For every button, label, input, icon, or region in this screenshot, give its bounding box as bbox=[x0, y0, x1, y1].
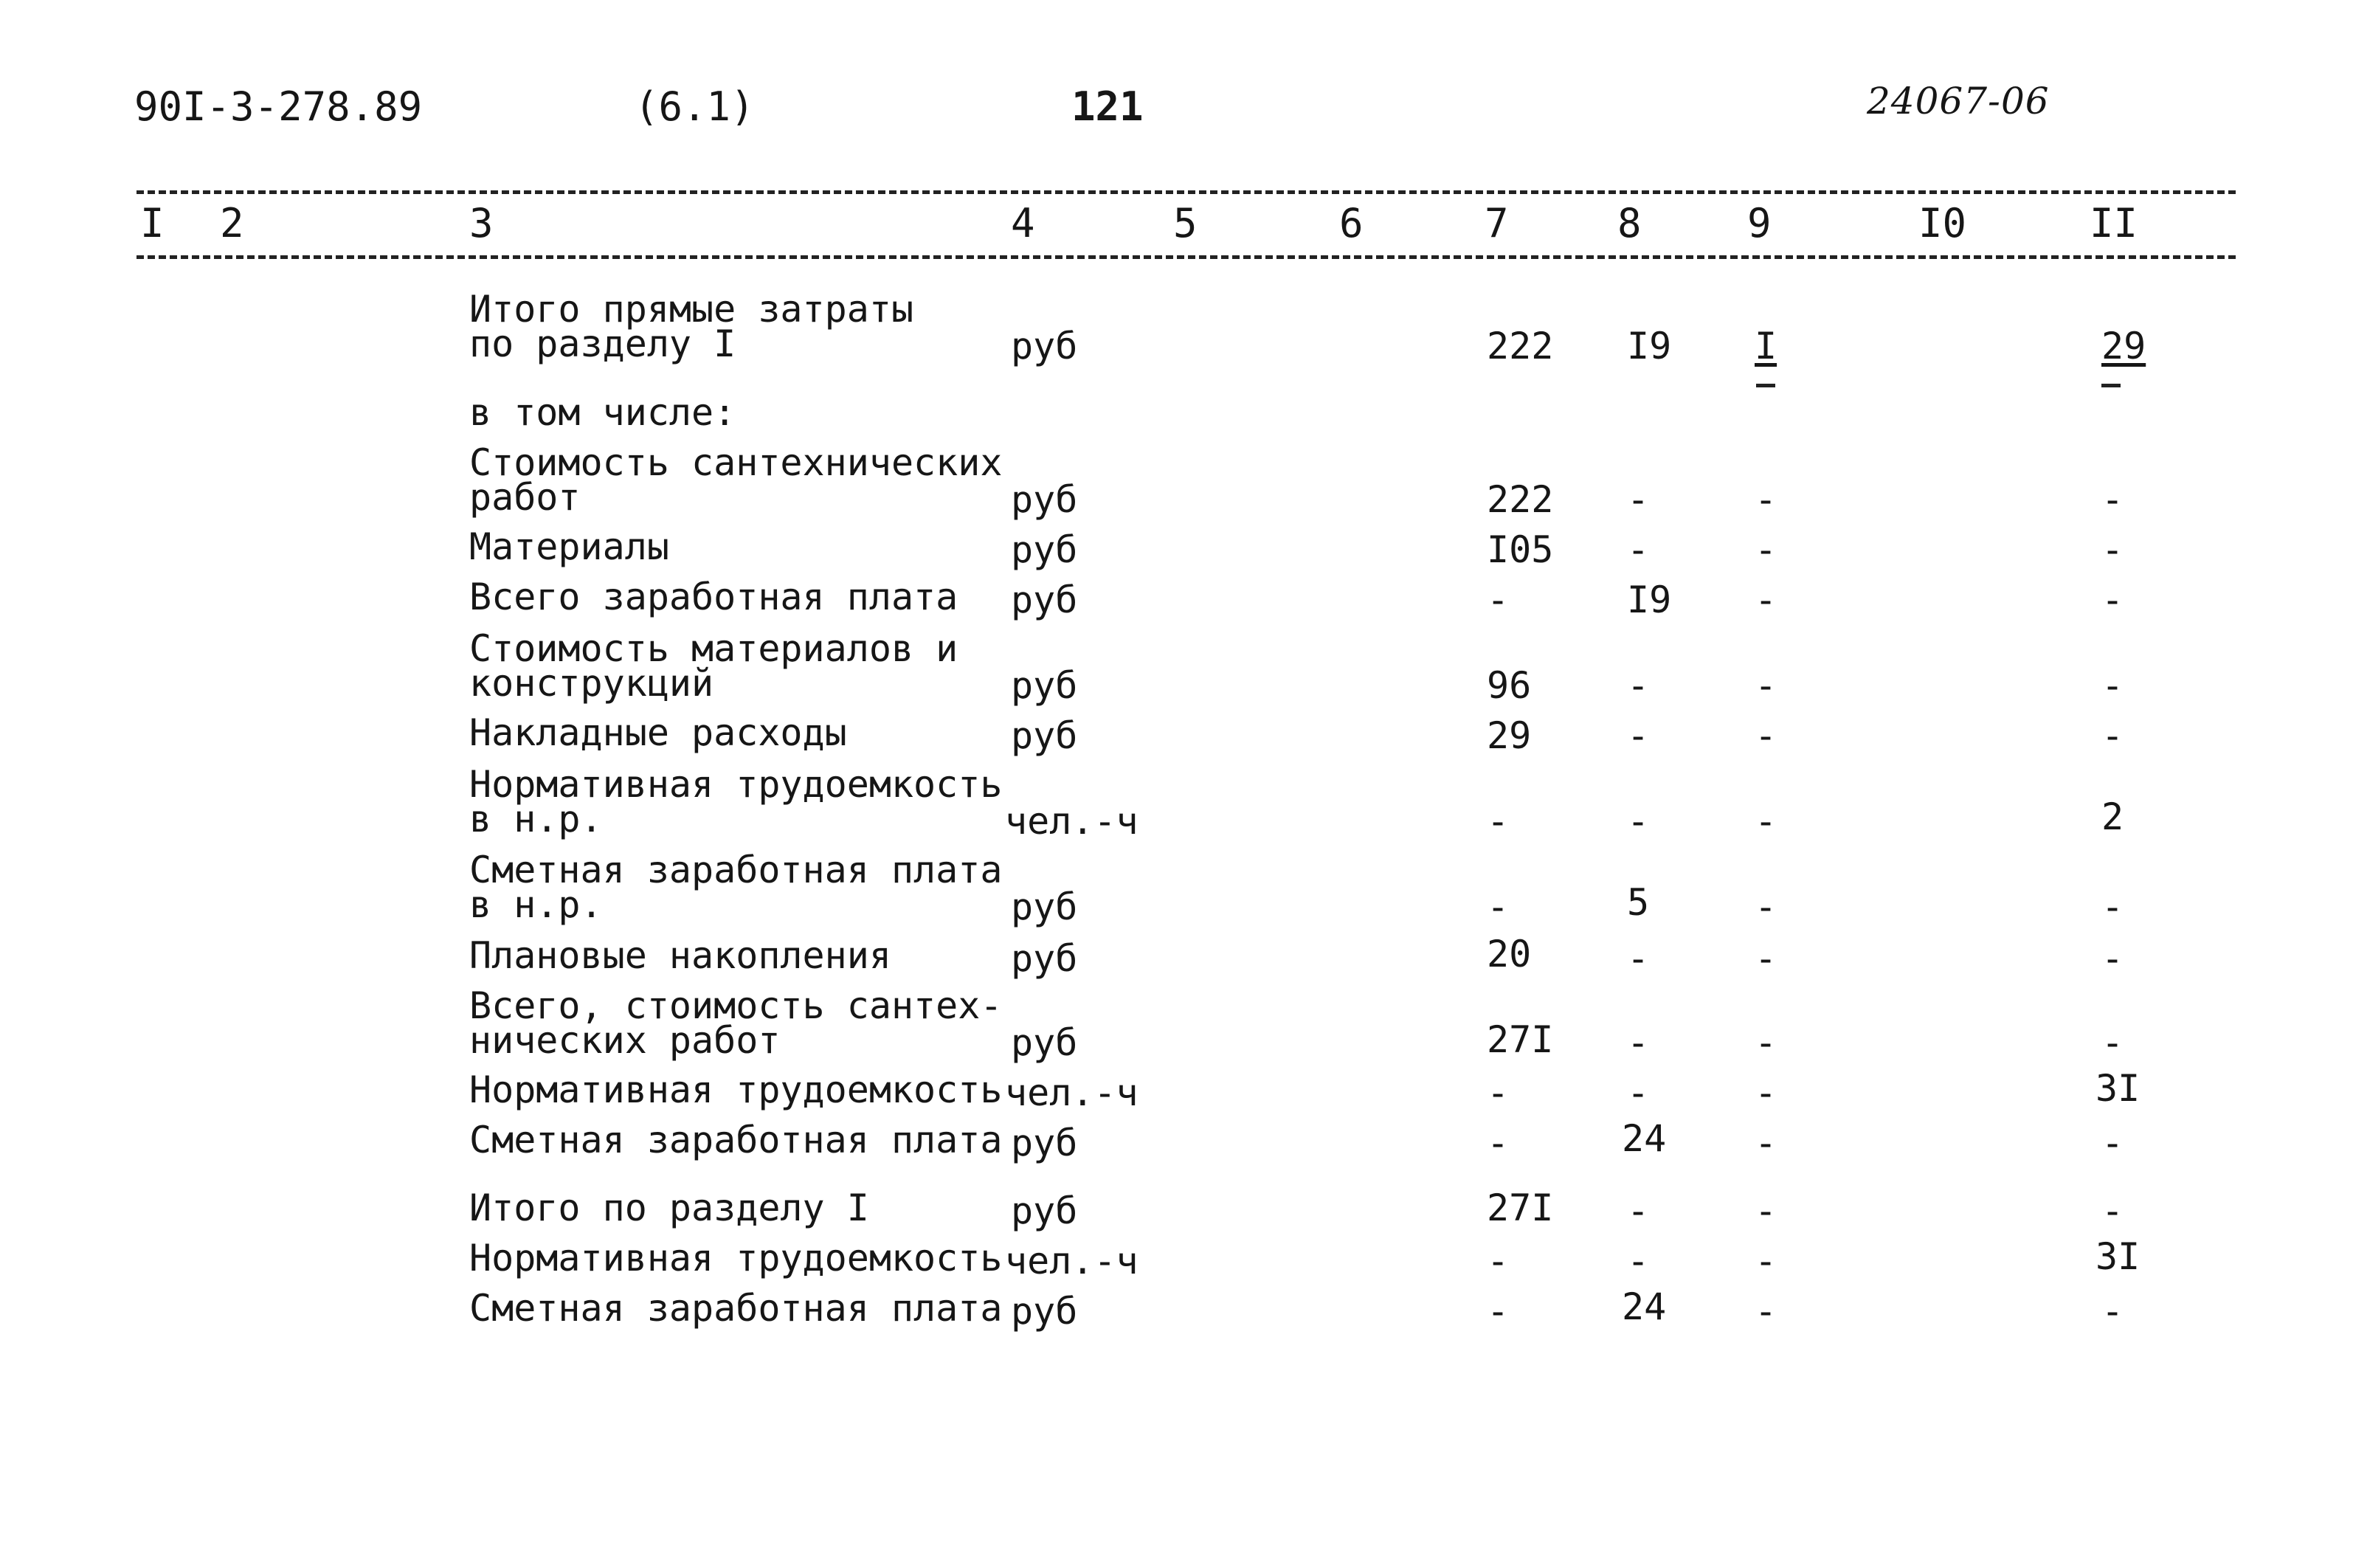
row-label: Сметная заработная плата bbox=[469, 1119, 1003, 1161]
row-col9-value: - bbox=[1755, 1189, 1777, 1232]
row-unit: руб bbox=[1011, 1189, 1078, 1232]
row-col9-value: - bbox=[1755, 1122, 1777, 1164]
row-col8-value: 24 bbox=[1622, 1117, 1667, 1160]
row-col11-value: - bbox=[2101, 478, 2124, 521]
row-col9-value: - bbox=[1755, 578, 1777, 621]
row-col11-value: - bbox=[2101, 1189, 2124, 1232]
column-number-9: 9 bbox=[1747, 200, 1772, 246]
row-col7-value: - bbox=[1487, 885, 1510, 928]
row-label: Стоимость сантехнических работ bbox=[469, 441, 1003, 519]
row-col7-value: - bbox=[1487, 800, 1510, 843]
row-col8-value: - bbox=[1627, 478, 1650, 521]
row-unit: руб bbox=[1011, 1021, 1078, 1064]
header-divider bbox=[137, 255, 2236, 259]
row-col7-value: - bbox=[1487, 1122, 1510, 1164]
row-col7-value: 27I bbox=[1487, 1187, 1554, 1229]
row-col7-value: - bbox=[1487, 578, 1510, 621]
column-number-1: I bbox=[140, 200, 165, 246]
column-number-5: 5 bbox=[1173, 200, 1198, 246]
row-unit: руб bbox=[1011, 325, 1078, 367]
row-label: Сметная заработная плата в н.р. bbox=[469, 849, 1003, 926]
row-col8-value: - bbox=[1627, 664, 1650, 707]
row-col9-value: - bbox=[1755, 1290, 1777, 1333]
row-label: Плановые накопления bbox=[469, 934, 891, 977]
row-col11-value: - bbox=[2101, 578, 2124, 621]
row-col9-value: I bbox=[1755, 325, 1777, 367]
row-col11-value: - bbox=[2101, 885, 2124, 928]
row-col8-value: 5 bbox=[1627, 881, 1650, 924]
row-col9-value: - bbox=[1755, 1071, 1777, 1114]
row-col8-value: - bbox=[1627, 1071, 1650, 1114]
row-col8-value: - bbox=[1627, 800, 1650, 843]
row-label: Всего заработная плата bbox=[469, 576, 958, 618]
row-col7-value: - bbox=[1487, 1071, 1510, 1114]
row-unit: руб bbox=[1011, 578, 1078, 621]
row-col11-value: - bbox=[2101, 1021, 2124, 1064]
row-label: Накладные расходы bbox=[469, 711, 847, 754]
row-label: Итого по разделу I bbox=[469, 1187, 869, 1229]
row-col7-value: - bbox=[1487, 1290, 1510, 1333]
row-col9-value: - bbox=[1755, 937, 1777, 980]
top-divider bbox=[137, 190, 2236, 194]
column-number-6: 6 bbox=[1339, 200, 1364, 246]
row-col8-value: - bbox=[1627, 528, 1650, 571]
row-col7-value: I05 bbox=[1487, 528, 1554, 571]
document-code: 90I-3-278.89 bbox=[134, 83, 423, 130]
underline-mark bbox=[1756, 384, 1775, 387]
row-unit: руб bbox=[1011, 885, 1078, 928]
row-col7-value: 96 bbox=[1487, 664, 1532, 707]
row-label: в том числе: bbox=[469, 391, 736, 434]
row-col9-value: - bbox=[1755, 800, 1777, 843]
row-col9-value: - bbox=[1755, 1021, 1777, 1064]
row-col9-value: - bbox=[1755, 885, 1777, 928]
row-col7-value: 20 bbox=[1487, 933, 1532, 975]
row-col9-value: - bbox=[1755, 528, 1777, 571]
row-label: Сметная заработная плата bbox=[469, 1287, 1003, 1330]
row-col8-value: I9 bbox=[1627, 325, 1672, 367]
row-label: Материалы bbox=[469, 525, 669, 568]
row-col7-value: 222 bbox=[1487, 478, 1554, 521]
section-number: (6.1) bbox=[635, 83, 755, 130]
row-col8-value: I9 bbox=[1627, 578, 1672, 621]
row-col7-value: 222 bbox=[1487, 325, 1554, 367]
page-number: 121 bbox=[1071, 83, 1144, 130]
row-col11-value: - bbox=[2101, 1122, 2124, 1164]
row-col11-value: 2 bbox=[2101, 795, 2124, 838]
row-unit: руб bbox=[1011, 478, 1078, 521]
row-col7-value: 27I bbox=[1487, 1018, 1554, 1061]
row-col8-value: - bbox=[1627, 937, 1650, 980]
column-number-7: 7 bbox=[1485, 200, 1509, 246]
row-unit: руб bbox=[1011, 937, 1078, 980]
row-unit: руб bbox=[1011, 1122, 1078, 1164]
inventory-number: 24067-06 bbox=[1867, 80, 2050, 122]
column-number-10: I0 bbox=[1918, 200, 1967, 246]
row-label: Всего, стоимость сантех- нических работ bbox=[469, 984, 1003, 1062]
row-label: Стоимость материалов и конструкций bbox=[469, 627, 958, 705]
row-unit: чел.-ч bbox=[1005, 1071, 1139, 1114]
row-label: Нормативная трудоемкость bbox=[469, 1068, 1003, 1111]
row-col7-value: 29 bbox=[1487, 714, 1532, 757]
row-col9-value: - bbox=[1755, 478, 1777, 521]
row-col9-value: - bbox=[1755, 1240, 1777, 1282]
column-number-2: 2 bbox=[220, 200, 244, 246]
row-label: Нормативная трудоемкость в н.р. bbox=[469, 763, 1003, 840]
row-col11-value: - bbox=[2101, 1290, 2124, 1333]
row-col8-value: - bbox=[1627, 1021, 1650, 1064]
row-col9-value: - bbox=[1755, 664, 1777, 707]
row-col8-value: - bbox=[1627, 1240, 1650, 1282]
column-number-8: 8 bbox=[1617, 200, 1642, 246]
row-unit: руб bbox=[1011, 528, 1078, 571]
row-col7-value: - bbox=[1487, 1240, 1510, 1282]
row-label: Итого прямые затраты по разделу I bbox=[469, 288, 914, 365]
row-unit: руб bbox=[1011, 664, 1078, 707]
row-unit: чел.-ч bbox=[1005, 1240, 1139, 1282]
row-col8-value: - bbox=[1627, 714, 1650, 757]
row-col11-value: 29 bbox=[2101, 325, 2146, 367]
column-number-3: 3 bbox=[469, 200, 494, 246]
row-unit: чел.-ч bbox=[1005, 800, 1139, 843]
row-unit: руб bbox=[1011, 714, 1078, 757]
column-number-11: II bbox=[2090, 200, 2138, 246]
row-col11-value: 3I bbox=[2095, 1067, 2140, 1110]
row-col8-value: 24 bbox=[1622, 1285, 1667, 1328]
row-col11-value: - bbox=[2101, 937, 2124, 980]
row-unit: руб bbox=[1011, 1290, 1078, 1333]
row-col9-value: - bbox=[1755, 714, 1777, 757]
row-col11-value: - bbox=[2101, 528, 2124, 571]
row-col11-value: 3I bbox=[2095, 1235, 2140, 1278]
row-col11-value: - bbox=[2101, 714, 2124, 757]
row-label: Нормативная трудоемкость bbox=[469, 1237, 1003, 1279]
underline-mark bbox=[2101, 384, 2121, 387]
row-col8-value: - bbox=[1627, 1189, 1650, 1232]
column-number-4: 4 bbox=[1011, 200, 1035, 246]
row-col11-value: - bbox=[2101, 664, 2124, 707]
